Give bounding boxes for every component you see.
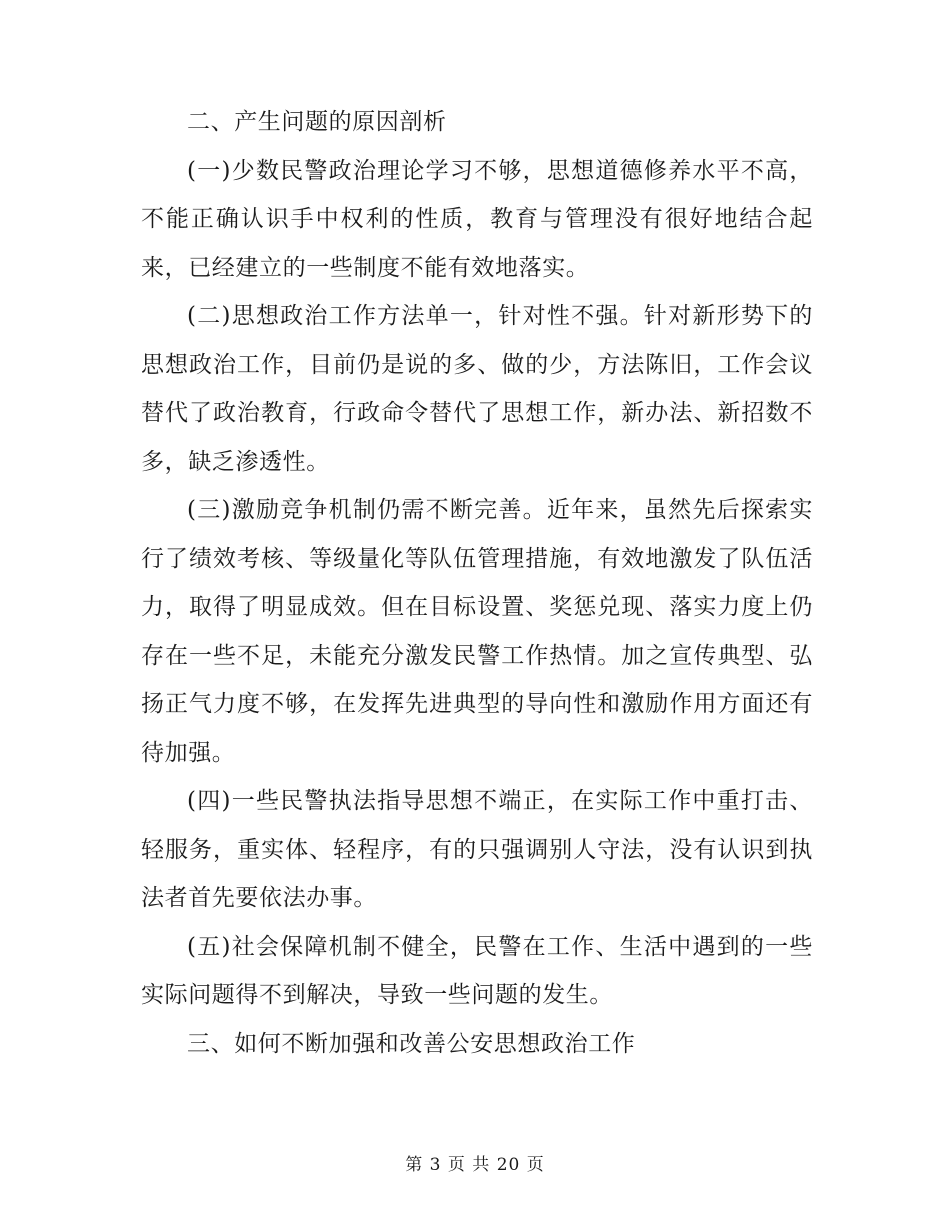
page-number-footer: 第 3 页 共 20 页 — [405, 1155, 545, 1175]
paragraph-cause-2: (二)思想政治工作方法单一，针对性不强。针对新形势下的思想政治工作，目前仍是说的多、做的少，方法陈旧，工作会议替代了政治教育，行政命令替代了思想工作，新办法、新招数不多，缺乏渗透性。 — [141, 303, 813, 475]
section-heading-improvement: 三、如何不断加强和改善公安思想政治工作 — [187, 1030, 636, 1057]
section-heading-causes: 二、产生问题的原因剖析 — [187, 109, 447, 135]
paragraph-cause-4: (四)一些民警执法指导思想不端正，在实际工作中重打击、轻服务，重实体、轻程序，有的只强调别人守法，没有认识到执法者首先要依法办事。 — [141, 788, 813, 911]
paragraph-cause-3: (三)激励竞争机制仍需不断完善。近年来，虽然先后探索实行了绩效考核、等级量化等队伍管理措施，有效地激发了队伍活力，取得了明显成效。但在目标设置、奖惩兑现、落实力度上仍存在一些不足，未能充分激发民警工作热情。加之宣传典型、弘扬正气力度不够，在发挥先进典型的导向性和激励作用方面还有待加强。 — [141, 497, 813, 766]
paragraph-cause-1: (一)少数民警政治理论学习不够，思想道德修养水平不高，不能正确认识手中权利的性质，教育与管理没有很好地结合起来，已经建立的一些制度不能有效地落实。 — [141, 157, 813, 281]
document-body — [141, 98, 813, 1068]
paragraph-cause-5: (五)社会保障机制不健全，民警在工作、生活中遇到的一些实际问题得不到解决，导致一些问题的发生。 — [141, 933, 813, 1008]
